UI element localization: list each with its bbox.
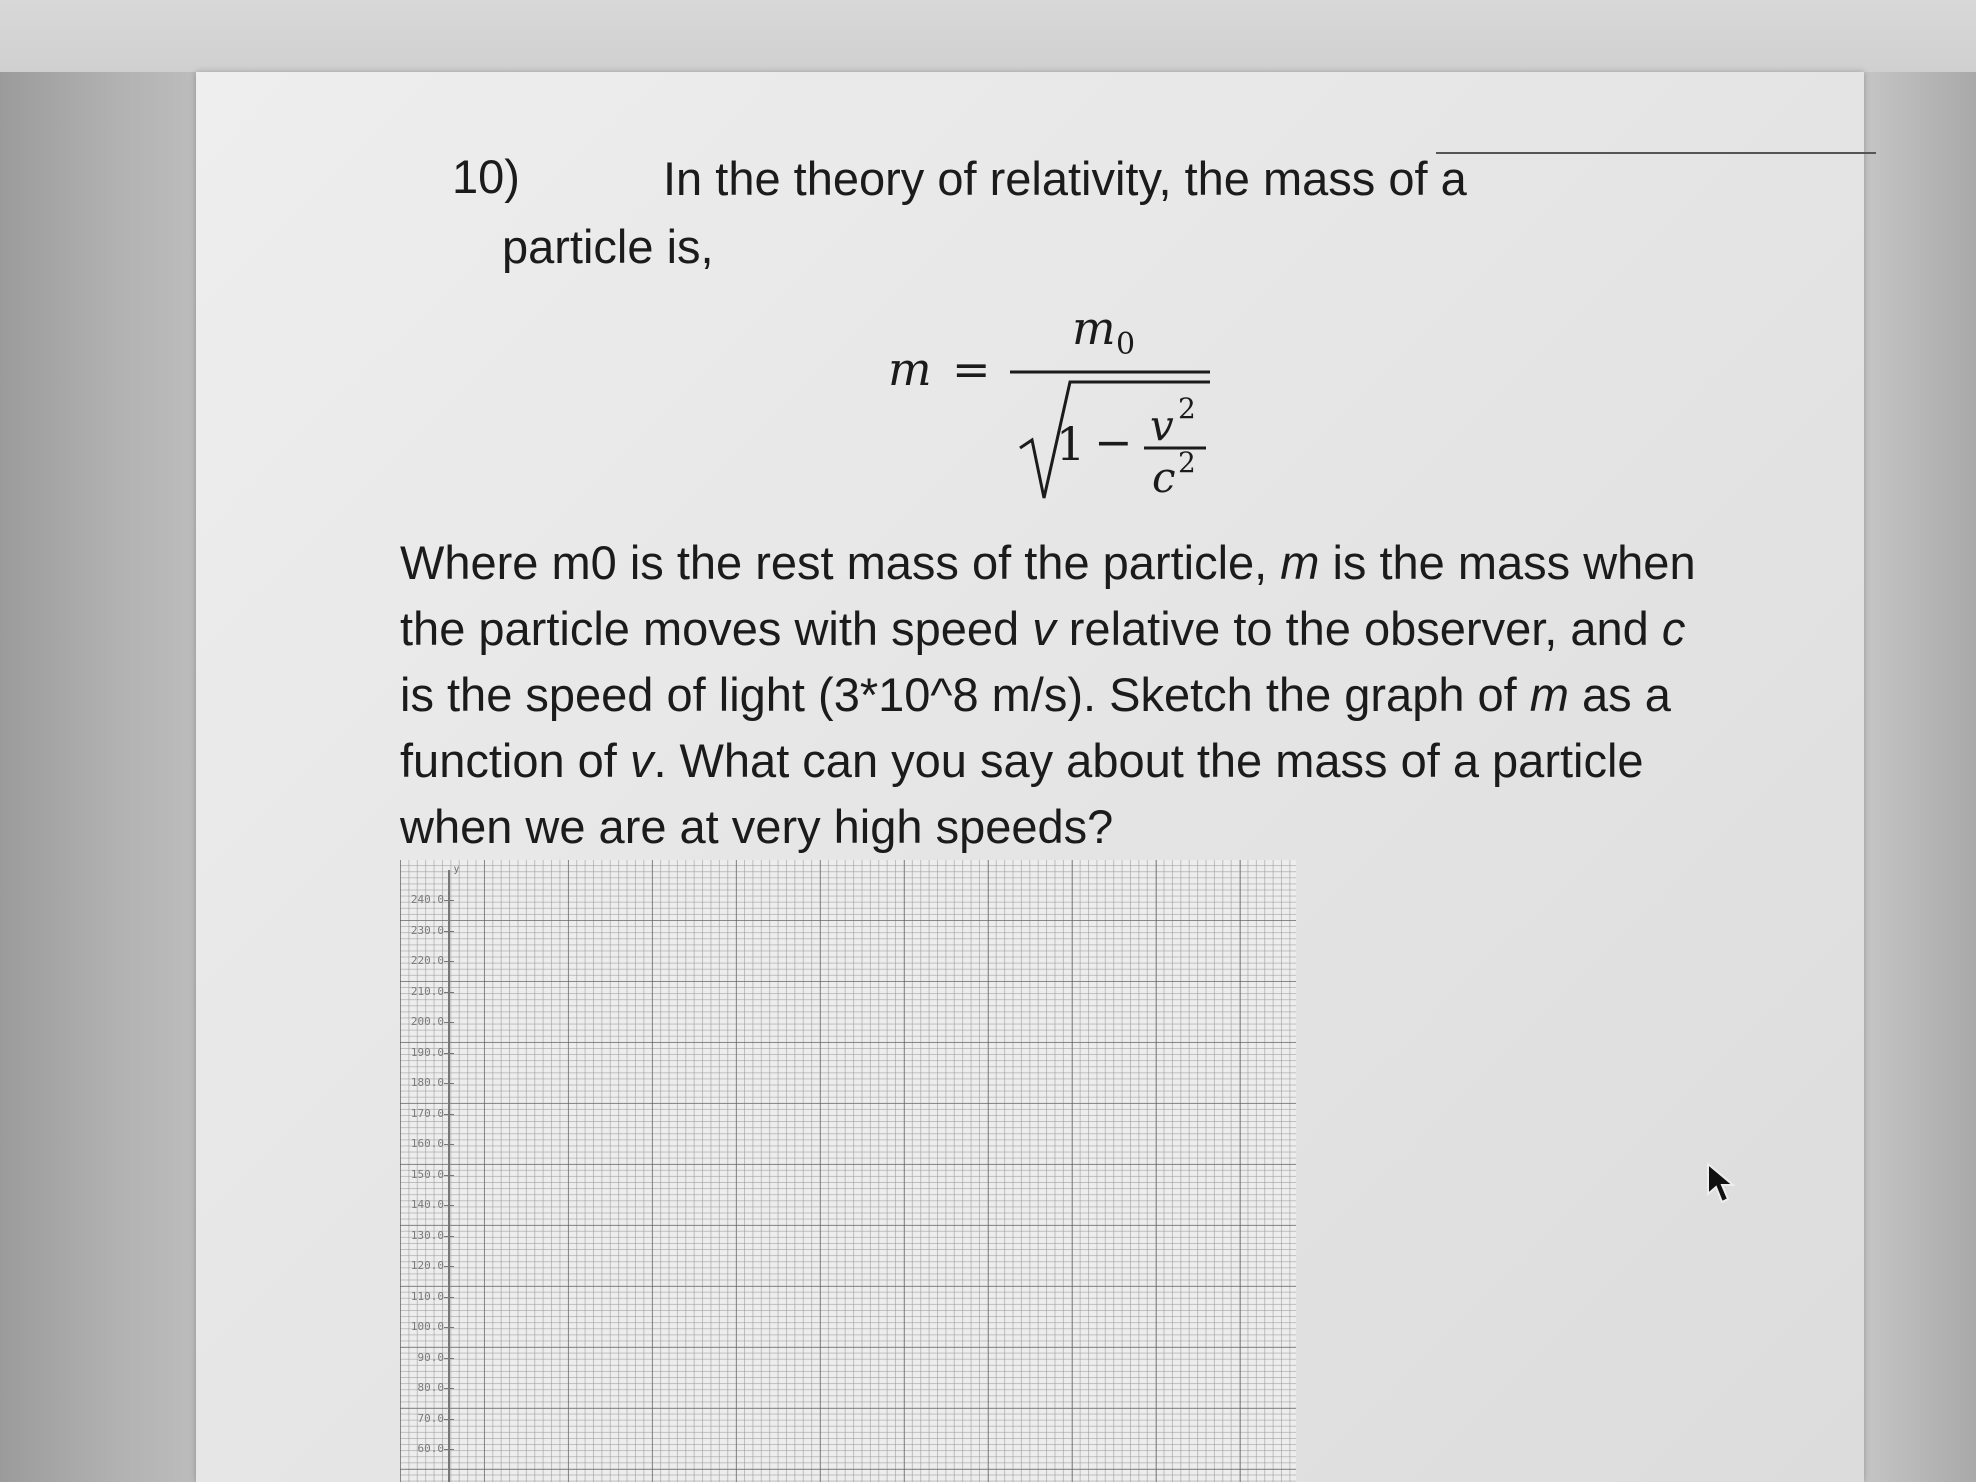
y-tick-label: 140.0	[410, 1198, 444, 1211]
question-text-line-1: In the theory of relativity, the mass of a	[663, 152, 1467, 205]
paragraph-var-m: m	[1280, 536, 1320, 589]
header-rule	[1436, 152, 1876, 154]
paragraph-line-5: when we are at very high speeds?	[400, 800, 1114, 853]
y-tick-mark	[444, 1236, 454, 1237]
y-tick-mark	[444, 1083, 454, 1084]
paragraph-text: . What can you say about the mass of a particle	[653, 734, 1644, 787]
paragraph-text: as a	[1568, 668, 1671, 721]
y-tick-label: 180.0	[410, 1076, 444, 1089]
formula-one: 1	[1056, 417, 1086, 471]
y-tick-label: 200.0	[410, 1015, 444, 1028]
y-tick-mark	[444, 1419, 454, 1420]
relativistic-mass-formula	[880, 300, 1220, 510]
y-tick-label: 170.0	[410, 1106, 444, 1120]
y-tick-mark	[444, 1022, 454, 1023]
question-number: 10)	[452, 150, 520, 203]
paragraph-var-c: c	[1661, 602, 1686, 655]
formula-v: v	[1150, 401, 1174, 450]
y-tick-label: 70.0	[417, 1411, 444, 1425]
y-tick-mark	[444, 1205, 454, 1206]
formula-numerator-subscript: 0	[1116, 327, 1136, 362]
y-tick-label: 90.0	[417, 1350, 444, 1364]
paragraph-text: function of	[400, 734, 630, 787]
y-tick-mark	[444, 1358, 454, 1359]
y-tick-mark	[444, 1266, 454, 1267]
y-tick-label: 150.0	[410, 1167, 444, 1181]
paragraph-line-3	[400, 662, 1696, 728]
formula-v-exponent: 2	[1178, 392, 1196, 425]
mouse-pointer-icon	[1706, 1162, 1738, 1206]
paragraph-var-m: m	[1529, 668, 1569, 721]
y-tick-mark	[444, 992, 454, 993]
y-tick-mark	[444, 1144, 454, 1145]
question-text-line-2: particle is,	[502, 220, 714, 273]
y-tick-mark	[444, 961, 454, 962]
formula-c: c	[1152, 453, 1176, 502]
y-tick-label: 210.0	[410, 984, 444, 998]
y-axis-label: y	[454, 864, 459, 875]
y-tick-mark	[444, 900, 454, 901]
y-tick-label: 100.0	[410, 1320, 444, 1333]
paragraph-line-4	[400, 728, 1696, 794]
y-tick-label: 160.0	[410, 1137, 444, 1150]
y-tick-mark	[444, 1053, 454, 1054]
y-tick-mark	[444, 1297, 454, 1298]
y-tick-label: 110.0	[410, 1289, 444, 1303]
graph-paper-grid[interactable]	[400, 860, 1296, 1482]
formula-c-exponent: 2	[1178, 446, 1196, 479]
paragraph-line-2	[400, 596, 1696, 662]
formula-numerator: m	[1072, 301, 1116, 355]
paragraph-text: is the speed of light (3*10^8 m/s). Sketch the graph of	[400, 668, 1530, 721]
paragraph-text: the particle moves with speed	[400, 602, 1033, 655]
y-tick-mark	[444, 1388, 454, 1389]
y-tick-label: 80.0	[417, 1381, 444, 1394]
y-tick-mark	[444, 1114, 454, 1115]
question-paragraph	[400, 530, 1696, 860]
y-tick-label: 190.0	[410, 1045, 444, 1059]
y-tick-mark	[444, 1449, 454, 1450]
paragraph-var-v: v	[1032, 602, 1056, 655]
formula-equals: =	[952, 342, 991, 396]
y-tick-label: 120.0	[410, 1259, 444, 1272]
paragraph-text: is the mass when	[1319, 536, 1696, 589]
y-tick-mark	[444, 931, 454, 932]
y-tick-mark	[444, 1327, 454, 1328]
formula-lhs: m	[888, 342, 932, 396]
paragraph-text: relative to the observer, and	[1055, 602, 1662, 655]
y-tick-label: 240.0	[410, 893, 444, 906]
y-tick-label: 220.0	[410, 954, 444, 967]
paragraph-var-v: v	[629, 734, 654, 787]
y-tick-mark	[444, 1175, 454, 1176]
paragraph-text: Where m0 is the rest mass of the particle,	[400, 536, 1281, 589]
y-tick-label: 60.0	[417, 1442, 444, 1455]
y-tick-label: 130.0	[410, 1228, 444, 1242]
y-tick-label: 230.0	[410, 923, 444, 937]
top-background-strip	[0, 0, 1976, 72]
formula-minus: −	[1094, 415, 1133, 469]
paragraph-line-1	[400, 530, 1696, 596]
